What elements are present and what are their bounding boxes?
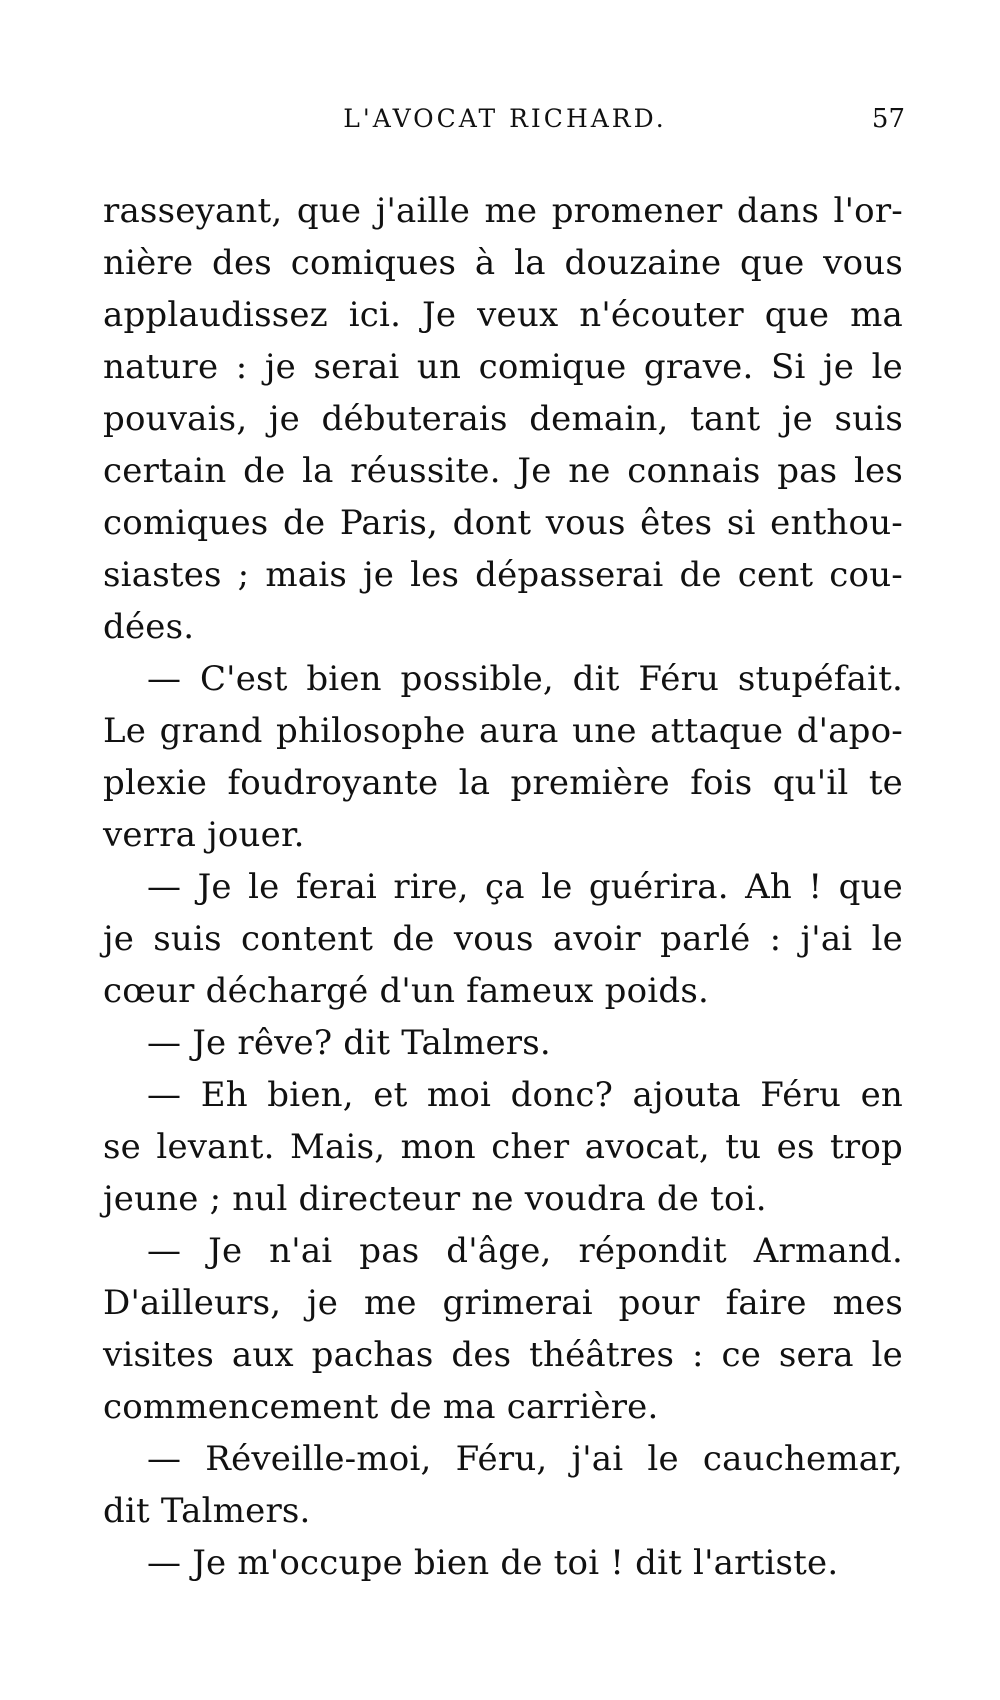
text-line: Le grand philosophe aura une attaque d'apo- bbox=[103, 711, 903, 751]
text-line: dées. bbox=[103, 607, 195, 647]
text-line: rasseyant, que j'aille me promener dans l'or- bbox=[103, 191, 903, 231]
text-line: nière des comiques à la douzaine que vous bbox=[103, 243, 903, 283]
text-line: siastes ; mais je les dépasserai de cent cou- bbox=[103, 555, 903, 595]
text-line: jeune ; nul directeur ne voudra de toi. bbox=[103, 1179, 767, 1219]
text-line: — Eh bien, et moi donc? ajouta Féru en bbox=[147, 1075, 903, 1115]
text-line: pouvais, je débuterais demain, tant je suis bbox=[103, 399, 903, 439]
text-line: nature : je serai un comique grave. Si je le bbox=[103, 347, 903, 387]
text-line: certain de la réussite. Je ne connais pas les bbox=[103, 451, 903, 491]
text-line: verra jouer. bbox=[103, 815, 305, 855]
text-line: cœur déchargé d'un fameux poids. bbox=[103, 971, 709, 1011]
text-line: — Je n'ai pas d'âge, répondit Armand. bbox=[147, 1231, 903, 1271]
text-line: je suis content de vous avoir parlé : j'ai le bbox=[103, 919, 903, 959]
text-line: — Réveille-moi, Féru, j'ai le cauchemar, bbox=[147, 1439, 903, 1479]
text-line: comiques de Paris, dont vous êtes si enthou- bbox=[103, 503, 903, 543]
text-line: applaudissez ici. Je veux n'écouter que ma bbox=[103, 295, 903, 335]
running-head: L'AVOCAT RICHARD. bbox=[343, 104, 667, 133]
text-line: se levant. Mais, mon cher avocat, tu es trop bbox=[103, 1127, 903, 1167]
body-text bbox=[103, 185, 903, 1589]
text-line: plexie foudroyante la première fois qu'il te bbox=[103, 763, 903, 803]
page-number: 57 bbox=[871, 104, 905, 134]
text-line: — Je m'occupe bien de toi ! dit l'artiste. bbox=[147, 1543, 839, 1583]
text-line: visites aux pachas des théâtres : ce sera le bbox=[103, 1335, 903, 1375]
text-line: — Je rêve? dit Talmers. bbox=[147, 1023, 551, 1063]
text-line: — C'est bien possible, dit Féru stupéfait. bbox=[147, 659, 903, 699]
text-line: commencement de ma carrière. bbox=[103, 1387, 659, 1427]
text-line: D'ailleurs, je me grimerai pour faire mes bbox=[103, 1283, 903, 1323]
text-line: — Je le ferai rire, ça le guérira. Ah ! que bbox=[147, 867, 903, 907]
page-header bbox=[105, 104, 905, 144]
text-line: dit Talmers. bbox=[103, 1491, 311, 1531]
